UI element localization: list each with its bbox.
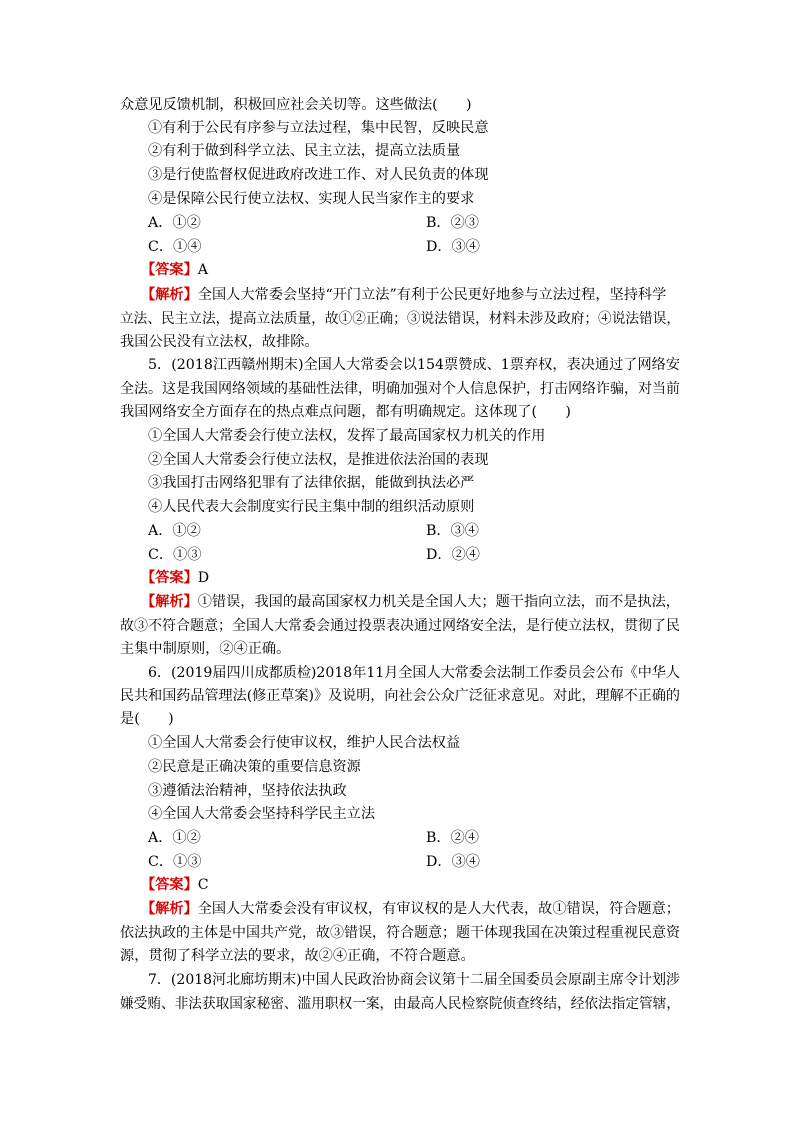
answer-value: C — [197, 877, 209, 893]
q6-option-b: B．②④ — [426, 830, 479, 846]
q4-analysis-line-2: 立法、民主立法，提高立法质量，故①②正确；③说法错误，材料未涉及政府；④说法错误， — [120, 311, 681, 327]
q4-answer — [141, 260, 208, 280]
answer-label: 【答案】 — [141, 877, 198, 893]
analysis-label: 【解析】 — [141, 594, 198, 610]
q4-item-4: ④是保障公民行使立法权、实现人民当家作主的要求 — [148, 191, 475, 207]
q5-stem-line-3: 我国网络安全方面存在的热点难点问题，都有明确规定。这体现了( ) — [120, 404, 571, 420]
answer-label: 【答案】 — [141, 262, 198, 278]
q5-stem-line-1: 5．(2018江西赣州期末)全国人大常委会以154票赞成、1票弃权，表决通过了网络安 — [148, 357, 681, 373]
q4-option-a: A．①② — [148, 215, 201, 231]
q6-answer — [141, 875, 209, 895]
q5-option-b: B．③④ — [426, 523, 479, 539]
q5-option-d: D．②④ — [426, 547, 480, 563]
q5-item-4: ④人民代表大会制度实行民主集中制的组织活动原则 — [148, 499, 475, 515]
q4-analysis-line-1 — [141, 285, 666, 305]
q4-item-2: ②有利于做到科学立法、民主立法，提高立法质量 — [148, 143, 461, 159]
q6-stem-line-1: 6．(2019届四川成都质检)2018年11月全国人大常委会法制工作委员会公布《中华人 — [148, 665, 680, 681]
q5-stem-line-2: 全法。这是我国网络领域的基础性法律，明确加强对个人信息保护，打击网络诈骗，对当前 — [120, 381, 681, 397]
q5-item-2: ②全国人大常委会行使立法权，是推进依法治国的表现 — [148, 452, 489, 468]
q6-analysis-line-3: 源，贯彻了科学立法的要求，故②④正确，不符合题意。 — [120, 948, 475, 964]
q7-stem-line-2: 嫌受贿、非法获取国家秘密、滥用职权一案，由最高人民检察院侦查终结，经依法指定管辖， — [120, 996, 681, 1012]
q4-item-3: ③是行使监督权促进政府改进工作、对人民负责的体现 — [148, 167, 489, 183]
q4-option-c: C．①④ — [148, 239, 202, 255]
q6-stem-line-3: 是( ) — [120, 711, 174, 727]
analysis-label: 【解析】 — [141, 287, 198, 303]
q5-option-a: A．①② — [148, 523, 201, 539]
q4-option-d: D．③④ — [426, 239, 480, 255]
q4-option-b: B．②③ — [426, 215, 479, 231]
q5-answer — [141, 568, 209, 588]
q6-option-a: A．①② — [148, 830, 201, 846]
analysis-text: 全国人大常委会没有审议权，有审议权的是人大代表，故①错误，符合题意； — [197, 901, 680, 917]
q4-item-1: ①有利于公民有序参与立法过程，集中民智，反映民意 — [148, 120, 489, 136]
q4-analysis-line-3: 我国公民没有立法权，故排除。 — [120, 334, 319, 350]
q5-item-1: ①全国人大常委会行使立法权，发挥了最高国家权力机关的作用 — [148, 428, 546, 444]
answer-value: D — [197, 570, 210, 586]
answer-value: A — [197, 262, 209, 278]
analysis-text: ①错误，我国的最高国家权力机关是全国人大；题干指向立法，而不是执法， — [197, 594, 680, 610]
q4-stem-tail: 众意见反馈机制，积极回应社会关切等。这些做法( ) — [120, 97, 472, 113]
q6-analysis-line-2: 依法执政的主体是中国共产党，故③错误，符合题意；题干体现我国在决策过程重视民意资 — [120, 925, 681, 941]
analysis-text: 全国人大常委会坚持“开门立法”有利于公民更好地参与立法过程，坚持科学 — [197, 287, 667, 303]
q6-item-4: ④全国人大常委会坚持科学民主立法 — [148, 806, 376, 822]
analysis-label: 【解析】 — [141, 901, 198, 917]
q6-item-1: ①全国人大常委会行使审议权，维护人民合法权益 — [148, 735, 461, 751]
q6-item-3: ③遵循法治精神，坚持依法执政 — [148, 783, 347, 799]
answer-label: 【答案】 — [141, 570, 198, 586]
q7-stem-line-1: 7．(2018河北廊坊期末)中国人民政治协商会议第十二届全国委员会原副主席令计划涉 — [148, 972, 681, 988]
q5-option-c: C．①③ — [148, 547, 202, 563]
q6-analysis-line-1 — [141, 899, 680, 919]
q6-stem-line-2: 民共和国药品管理法(修正草案)》及说明，向社会公众广泛征求意见。对此，理解不正确的 — [120, 688, 680, 704]
q5-analysis-line-3: 主集中制原则，②④正确。 — [120, 641, 291, 657]
q6-option-c: C．①③ — [148, 854, 202, 870]
q6-option-d: D．③④ — [426, 854, 480, 870]
q5-item-3: ③我国打击网络犯罪有了法律依据，能做到执法必严 — [148, 475, 475, 491]
q5-analysis-line-1 — [141, 592, 680, 612]
q6-item-2: ②民意是正确决策的重要信息资源 — [148, 759, 361, 775]
q5-analysis-line-2: 故③不符合题意；全国人大常委会通过投票表决通过网络安全法，是行使立法权，贯彻了民 — [120, 618, 681, 634]
